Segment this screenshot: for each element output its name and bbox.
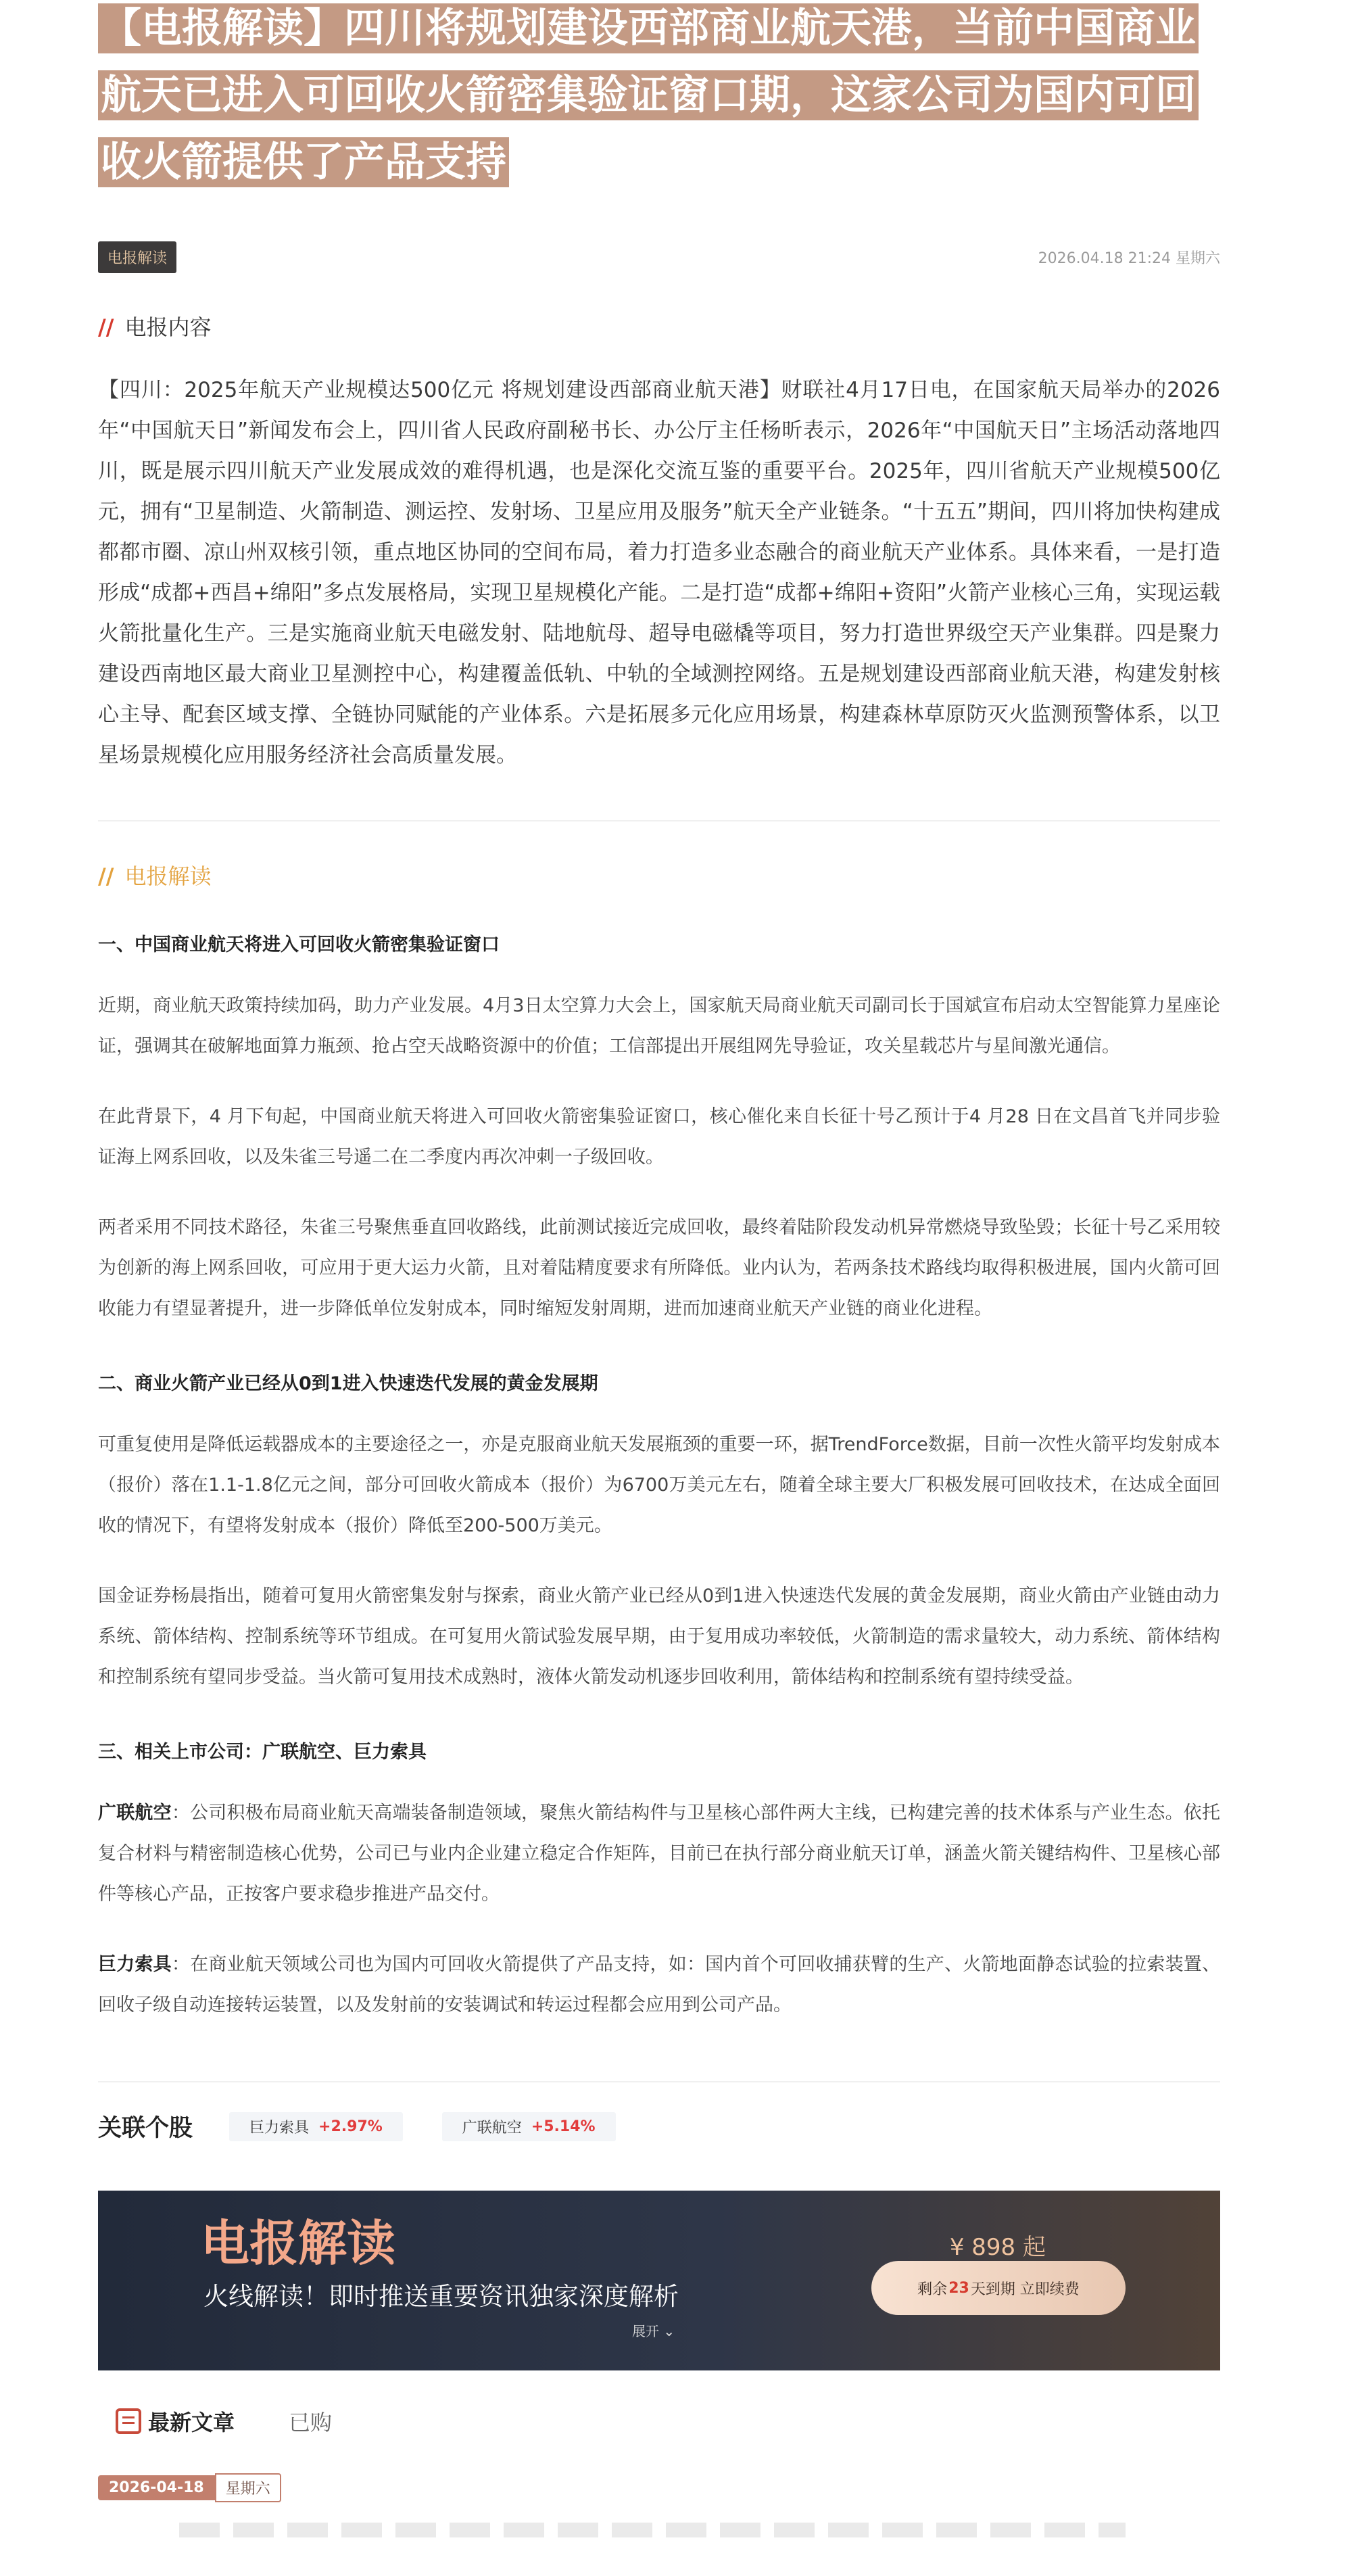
document-icon: [116, 2408, 141, 2434]
news-heading: [98, 310, 1220, 341]
section1-paragraph-2: 在此背景下，4 月下旬起，中国商业航天将进入可回收火箭密集验证窗口，核心催化来自长征十号乙预计于4 月28 日在文昌首飞并同步验证海上网系回收，以及朱雀三号遥二在二季度内再次冲刺一子级回收。: [98, 1106, 1220, 1168]
truncated-article-preview: [179, 2523, 1126, 2537]
company-paragraph-2: [98, 1945, 1220, 2026]
tab-latest[interactable]: [116, 2406, 235, 2437]
stock-chip[interactable]: [442, 2112, 616, 2141]
renew-prefix: 剩余: [917, 2281, 948, 2298]
slash-icon: //: [98, 314, 114, 340]
analysis-heading: [98, 859, 1220, 890]
chevron-down-icon: ⌄: [663, 2323, 675, 2339]
tab-latest-label: 最新文章: [148, 2410, 235, 2435]
meta-row: [98, 241, 1220, 272]
tab-purchased[interactable]: [289, 2406, 332, 2437]
renew-suffix: 天到期 立即续费: [970, 2281, 1080, 2298]
tab-purchased-label: 已购: [289, 2410, 333, 2435]
stock-change: +2.97%: [318, 2118, 383, 2135]
section2-paragraph-2: 国金证券杨晨指出，随着可复用火箭密集发射与探索，商业火箭产业已经从0到1进入快速迭代发展的黄金发展期，商业火箭由产业链由动力系统、箭体结构、控制系统等环节组成。在可复用火箭试验发展早期，由于复用成功率较低，火箭制造的需求量较大，动力系统、箭体结构和控制系统有望同步受益。当火箭可复用技术成熟时，液体火箭发动机逐步回收利用，箭体结构和控制系统有望持续受益。: [98, 1585, 1220, 1688]
expand-label: 展开: [632, 2323, 659, 2339]
subscription-banner: [98, 2191, 1220, 2370]
renew-button[interactable]: [871, 2261, 1126, 2315]
section2-paragraph-1: 可重复使用是降低运载器成本的主要途径之一，亦是克服商业航天发展瓶颈的重要一环，据TrendForce数据，目前一次性火箭平均发射成本（报价）落在1.1-1.8亿元之间，部分可回收火箭成本（报价）为6700万美元左右，随着全球主要大厂积极发展可回收技术，在达成全面回收的情况下，有望将发射成本（报价）降低至200-500万美元。: [98, 1434, 1220, 1536]
banner-subtitle: 火线解读！即时推送重要资讯独家深度解析: [203, 2282, 679, 2311]
banner-price: ¥ 898 起: [949, 2234, 1046, 2261]
expand-toggle[interactable]: [632, 2320, 675, 2340]
company-paragraph-1: [98, 1793, 1220, 1915]
article-tabs: [98, 2406, 1220, 2437]
banner-title: 电报解读: [201, 2215, 396, 2272]
divider: [98, 2081, 1220, 2082]
category-tag[interactable]: 电报解读: [98, 241, 176, 273]
company-text: ：在商业航天领域公司也为国内可回收火箭提供了产品支持，如：国内首个可回收捕获臂的生产、火箭地面静态试验的拉索装置、回收子级自动连接转运装置，以及发射前的安装调试和转运过程都会应用到公司产品。: [98, 1954, 1221, 2016]
section3-title: 三、相关上市公司：广联航空、巨力索具: [98, 1742, 427, 1763]
latest-date: 2026-04-18: [98, 2475, 215, 2500]
article-title: 【电报解读】四川将规划建设西部商业航天港，当前中国商业航天已进入可回收火箭密集验证窗口期，这家公司为国内可回收火箭提供了产品支持: [98, 3, 1199, 187]
related-stocks: [98, 2109, 1220, 2143]
company-text: ：公司积极布局商业航天高端装备制造领域，聚焦火箭结构件与卫星核心部件两大主线，已构建完善的技术体系与产业生态。依托复合材料与精密制造核心优势，公司已与业内企业建立稳定合作矩阵，目前已在执行部分商业航天订单，涵盖火箭关键结构件、卫星核心部件等核心产品，正按客户要求稳步推进产品交付。: [98, 1803, 1221, 1905]
news-body: 【四川：2025年航天产业规模达500亿元 将规划建设西部商业航天港】财联社4月17日电，在国家航天局举办的2026年“中国航天日”新闻发布会上，四川省人民政府副秘书长、办公厅主任杨昕表示，2026年“中国航天日”主场活动落地四川，既是展示四川航天产业发展成效的难得机遇，也是深化交流互鉴的重要平台。2025年，四川省航天产业规模500亿元，拥有“卫星制造、火箭制造、测运控、发射场、卫星应用及服务”航天全产业链条。“十五五”期间，四川将加快构建成都都市圈、凉山州双核引领，重点地区协同的空间布局，着力打造多业态融合的商业航天产业体系。具体来看，一是打造形成“成都+西昌+绵阳”多点发展格局，实现卫星规模化产能。二是打造“成都+绵阳+资阳”火箭产业核心三角，实现运载火箭批量化生产。三是实施商业航天电磁发射、陆地航母、超导电磁橇等项目，努力打造世界级空天产业集群。四是聚力建设西南地区最大商业卫星测控中心，构建覆盖低轨、中轨的全域测控网络。五是规划建设西部商业航天港，构建发射核心主导、配套区域支撑、全链协同赋能的产业体系。六是拓展多元化应用场景，构建森林草原防灭火监测预警体系，以卫星场景规模化应用服务经济社会高质量发展。: [98, 378, 1220, 767]
renew-days: 23: [948, 2279, 969, 2297]
company-name[interactable]: 巨力索具: [98, 1954, 172, 1975]
section2-title: 二、商业火箭产业已经从0到1进入快速迭代发展的黄金发展期: [98, 1373, 598, 1394]
divider: [98, 820, 1220, 821]
publish-datetime: 2026.04.18 21:24 星期六: [1038, 249, 1220, 267]
section1-paragraph-3: 两者采用不同技术路径，朱雀三号聚焦垂直回收路线，此前测试接近完成回收，最终着陆阶段发动机异常燃烧导致坠毁；长征十号乙采用较为创新的海上网系回收，可应用于更大运力火箭，且对着陆精度要求有所降低。业内认为，若两条技术路线均取得积极进展，国内火箭可回收能力有望显著提升，进一步降低单位发射成本，同时缩短发射周期，进而加速商业航天产业链的商业化进程。: [98, 1217, 1220, 1319]
slash-icon: //: [98, 863, 114, 889]
section1-paragraph-1: 近期，商业航天政策持续加码，助力产业发展。4月3日太空算力大会上，国家航天局商业航天司副司长于国斌宣布启动太空智能算力星座论证，强调其在破解地面算力瓶颈、抢占空天战略资源中的价值；工信部提出开展组网先导验证，攻关星载芯片与星间激光通信。: [98, 995, 1220, 1057]
latest-date-badge: [98, 2473, 1220, 2502]
news-heading-text: 电报内容: [124, 314, 212, 340]
company-name[interactable]: 广联航空: [98, 1803, 172, 1823]
stock-name: 巨力索具: [249, 2119, 310, 2137]
section1-title: 一、中国商业航天将进入可回收火箭密集验证窗口: [98, 934, 500, 955]
stock-chip[interactable]: [229, 2112, 403, 2141]
latest-weekday: 星期六: [215, 2473, 281, 2502]
stock-change: +5.14%: [531, 2118, 596, 2135]
stock-name: 广联航空: [462, 2119, 522, 2137]
analysis-heading-text: 电报解读: [124, 863, 212, 889]
title-block: [98, 0, 1220, 201]
related-stocks-label: 关联个股: [98, 2115, 193, 2142]
